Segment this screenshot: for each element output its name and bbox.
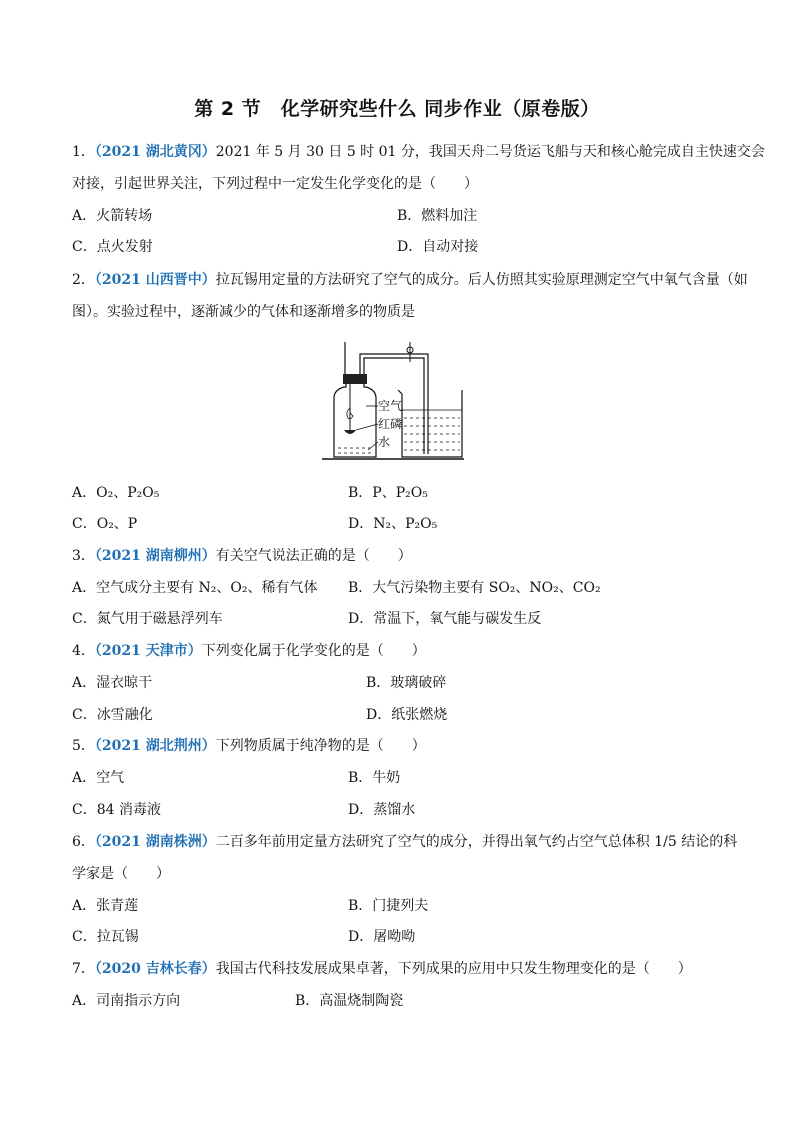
- option-b: B．玻璃破碎: [366, 675, 447, 691]
- option-c: C．84 消毒液: [72, 802, 161, 818]
- label-water: 水: [378, 435, 391, 449]
- option-d: D．屠呦呦: [348, 929, 416, 945]
- option-b: B．燃料加注: [397, 208, 478, 224]
- option-d: D．纸张燃烧: [366, 707, 448, 723]
- option-b: B．牛奶: [348, 770, 401, 786]
- question-1-stem-line1: [72, 143, 765, 161]
- label-red-phosphorus: 红磷: [378, 417, 403, 431]
- question-text: 我国古代科技发展成果卓著，下列成果的应用中只发生物理变化的是（ ）: [215, 961, 692, 977]
- option-c: C．点火发射: [72, 239, 153, 255]
- question-text: 下列变化属于化学变化的是（ ）: [201, 643, 426, 659]
- question-source: （2021 湖南株洲）: [94, 834, 216, 850]
- question-number: 7．: [72, 961, 95, 977]
- label-air: 空气: [378, 399, 403, 413]
- question-text: 2021 年 5 月 30 日 5 时 01 分，我国天舟二号货运飞船与天和核心舱完成自主快速交会: [215, 144, 765, 160]
- option-a: A．空气: [72, 770, 125, 786]
- option-b: B．大气污染物主要有 SO₂、NO₂、CO₂: [348, 580, 601, 596]
- option-a: A．O₂、P₂O₅: [72, 485, 160, 501]
- question-6-stem-line1: [72, 833, 737, 851]
- question-number: 2．: [72, 272, 95, 288]
- question-source: （2021 湖北黄冈）: [94, 144, 216, 160]
- question-1-stem-line2: 对接，引起世界关注，下列过程中一定发生化学变化的是（ ）: [72, 176, 478, 192]
- question-2-stem-line2: 图）。实验过程中，逐渐减少的气体和逐渐增多的物质是: [72, 304, 415, 320]
- question-2-stem-line1: [72, 271, 748, 289]
- option-a: A．空气成分主要有 N₂、O₂、稀有气体: [72, 580, 318, 596]
- option-c: C．氮气用于磁悬浮列车: [72, 611, 223, 627]
- question-source: （2021 湖北荆州）: [94, 738, 216, 754]
- option-a: A．湿衣晾干: [72, 675, 153, 691]
- apparatus-diagram: [318, 338, 468, 464]
- option-c: C．冰雪融化: [72, 707, 153, 723]
- option-d: D．常温下，氧气能与碳发生反: [348, 611, 542, 627]
- option-d: D．N₂、P₂O₅: [348, 516, 438, 532]
- page-title: 第 2 节 化学研究些什么 同步作业（原卷版）: [194, 98, 600, 120]
- option-a: A．张青莲: [72, 898, 139, 914]
- question-source: （2021 天津市）: [94, 643, 202, 659]
- question-3-stem-line1: [72, 547, 412, 565]
- option-d: D．蒸馏水: [348, 802, 416, 818]
- question-source: （2021 湖南柳州）: [94, 548, 216, 564]
- question-number: 3．: [72, 548, 95, 564]
- question-5-stem-line1: [72, 737, 426, 755]
- question-source: （2021 山西晋中）: [94, 272, 216, 288]
- option-a: A．火箭转场: [72, 208, 153, 224]
- question-number: 4．: [72, 643, 95, 659]
- option-b: B．P、P₂O₅: [348, 485, 428, 501]
- option-c: C．O₂、P: [72, 516, 138, 532]
- question-number: 1．: [72, 144, 95, 160]
- question-text: 下列物质属于纯净物的是（ ）: [215, 738, 426, 754]
- question-7-stem-line1: [72, 960, 692, 978]
- question-4-stem-line1: [72, 642, 426, 660]
- question-text: 有关空气说法正确的是（ ）: [215, 548, 412, 564]
- option-b: B．门捷列夫: [348, 898, 429, 914]
- option-b: B．高温烧制陶瓷: [295, 993, 404, 1009]
- question-6-stem-line2: 学家是（ ）: [72, 866, 170, 882]
- question-number: 5．: [72, 738, 95, 754]
- option-d: D．自动对接: [397, 239, 479, 255]
- option-c: C．拉瓦锡: [72, 929, 139, 945]
- question-number: 6．: [72, 834, 95, 850]
- option-a: A．司南指示方向: [72, 993, 181, 1009]
- question-text: 拉瓦锡用定量的方法研究了空气的成分。后人仿照其实验原理测定空气中氧气含量（如: [215, 272, 748, 288]
- question-source: （2020 吉林长春）: [94, 961, 216, 977]
- question-text: 二百多年前用定量方法研究了空气的成分，并得出氧气约占空气总体积 1/5 结论的科: [215, 834, 738, 850]
